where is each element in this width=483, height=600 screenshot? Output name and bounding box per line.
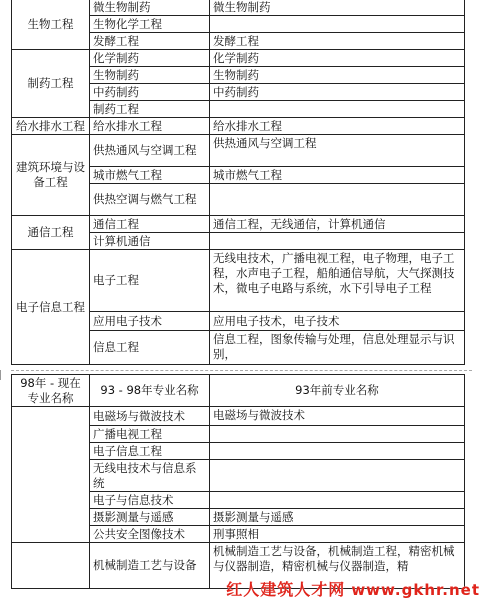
group-cell: 制药工程: [12, 50, 90, 118]
site-watermark: [226, 577, 480, 600]
old-name-cell: [210, 16, 465, 33]
old-name-cell: 城市燃气工程: [210, 167, 465, 184]
subject-cell: 机械制造工艺与设备: [90, 543, 210, 589]
table-row: [12, 50, 465, 67]
subject-cell: 电子与信息技术: [90, 492, 210, 509]
old-name-cell: 摄影测量与遥感: [210, 509, 465, 526]
subject-cell: 供热通风与空调工程: [90, 135, 210, 167]
subject-cell: 电子信息工程: [90, 443, 210, 460]
old-name-cell: [210, 101, 465, 118]
old-name-cell: [210, 492, 465, 509]
table-row: [12, 407, 465, 426]
table-row: [12, 118, 465, 135]
page-break-line: [11, 370, 472, 371]
group-cell: 电子信息工程: [12, 250, 90, 365]
old-name-cell: 给水排水工程: [210, 118, 465, 135]
subject-cell: 无线电技术与信息系统: [90, 460, 210, 492]
subject-cell: 微生物制药: [90, 0, 210, 16]
subject-cell: 生物制药: [90, 67, 210, 84]
subject-cell: 广播电视工程: [90, 426, 210, 443]
subject-cell: 城市燃气工程: [90, 167, 210, 184]
group-cell: 建筑环境与设备工程: [12, 135, 90, 216]
table-row: [12, 250, 465, 312]
major-table-bottom: [11, 374, 465, 589]
header-cell: 93年前专业名称: [210, 375, 465, 407]
watermark-text: 红人建筑人才网: [226, 580, 346, 599]
subject-cell: 电磁场与微波技术: [90, 407, 210, 426]
header-cell: 93 - 98年专业名称: [90, 375, 210, 407]
major-table-top: [11, 0, 465, 365]
old-name-cell: 信息工程，图象传输与处理，信息处理显示与识别，: [210, 331, 465, 365]
old-name-cell: 应用电子技术，电子技术: [210, 312, 465, 331]
subject-cell: 计算机通信: [90, 233, 210, 250]
subject-cell: 中药制药: [90, 84, 210, 101]
old-name-cell: 生物制药: [210, 67, 465, 84]
subject-cell: 信息工程: [90, 331, 210, 365]
old-name-cell: 通信工程，无线通信，计算机通信: [210, 216, 465, 233]
group-cell: 给水排水工程: [12, 118, 90, 135]
group-cell: [12, 543, 90, 589]
old-name-cell: [210, 184, 465, 216]
old-name-cell: 刑事照相: [210, 526, 465, 543]
old-name-cell: 发酵工程: [210, 33, 465, 50]
table-row: [12, 135, 465, 167]
old-name-cell: [210, 233, 465, 250]
old-name-cell: 电磁场与微波技术: [210, 407, 465, 426]
group-cell: 通信工程: [12, 216, 90, 250]
old-name-cell: 机械制造工艺与设备，机械制造工程，精密机械与仪器制造，精密机械与仪器制造，精: [210, 543, 465, 589]
group-cell: [12, 407, 90, 543]
old-name-cell: 中药制药: [210, 84, 465, 101]
header-row: [12, 375, 465, 407]
subject-cell: 电子工程: [90, 250, 210, 312]
subject-cell: 发酵工程: [90, 33, 210, 50]
subject-cell: 公共安全图像技术: [90, 526, 210, 543]
old-name-cell: 微生物制药: [210, 0, 465, 16]
subject-cell: 化学制药: [90, 50, 210, 67]
table-row: [12, 0, 465, 16]
subject-cell: 通信工程: [90, 216, 210, 233]
group-cell: 生物工程: [12, 0, 90, 50]
watermark-url: www.gkhr.net: [351, 581, 480, 599]
subject-cell: 生物化学工程: [90, 16, 210, 33]
subject-cell: 供热空调与燃气工程: [90, 184, 210, 216]
old-name-cell: 化学制药: [210, 50, 465, 67]
old-name-cell: 供热通风与空调工程: [210, 135, 465, 167]
old-name-cell: [210, 443, 465, 460]
header-cell: 98年 - 现在专业名称: [12, 375, 90, 407]
old-name-cell: [210, 426, 465, 443]
subject-cell: 给水排水工程: [90, 118, 210, 135]
subject-cell: 摄影测量与遥感: [90, 509, 210, 526]
subject-cell: 应用电子技术: [90, 312, 210, 331]
table-row: [12, 216, 465, 233]
page-corner-mark: [0, 370, 11, 380]
old-name-cell: 无线电技术，广播电视工程，电子物理，电子工程，水声电子工程，船舶通信导航，大气探测技术，微电子电路与系统，水下引导电子工程: [210, 250, 465, 312]
old-name-cell: [210, 460, 465, 492]
subject-cell: 制药工程: [90, 101, 210, 118]
